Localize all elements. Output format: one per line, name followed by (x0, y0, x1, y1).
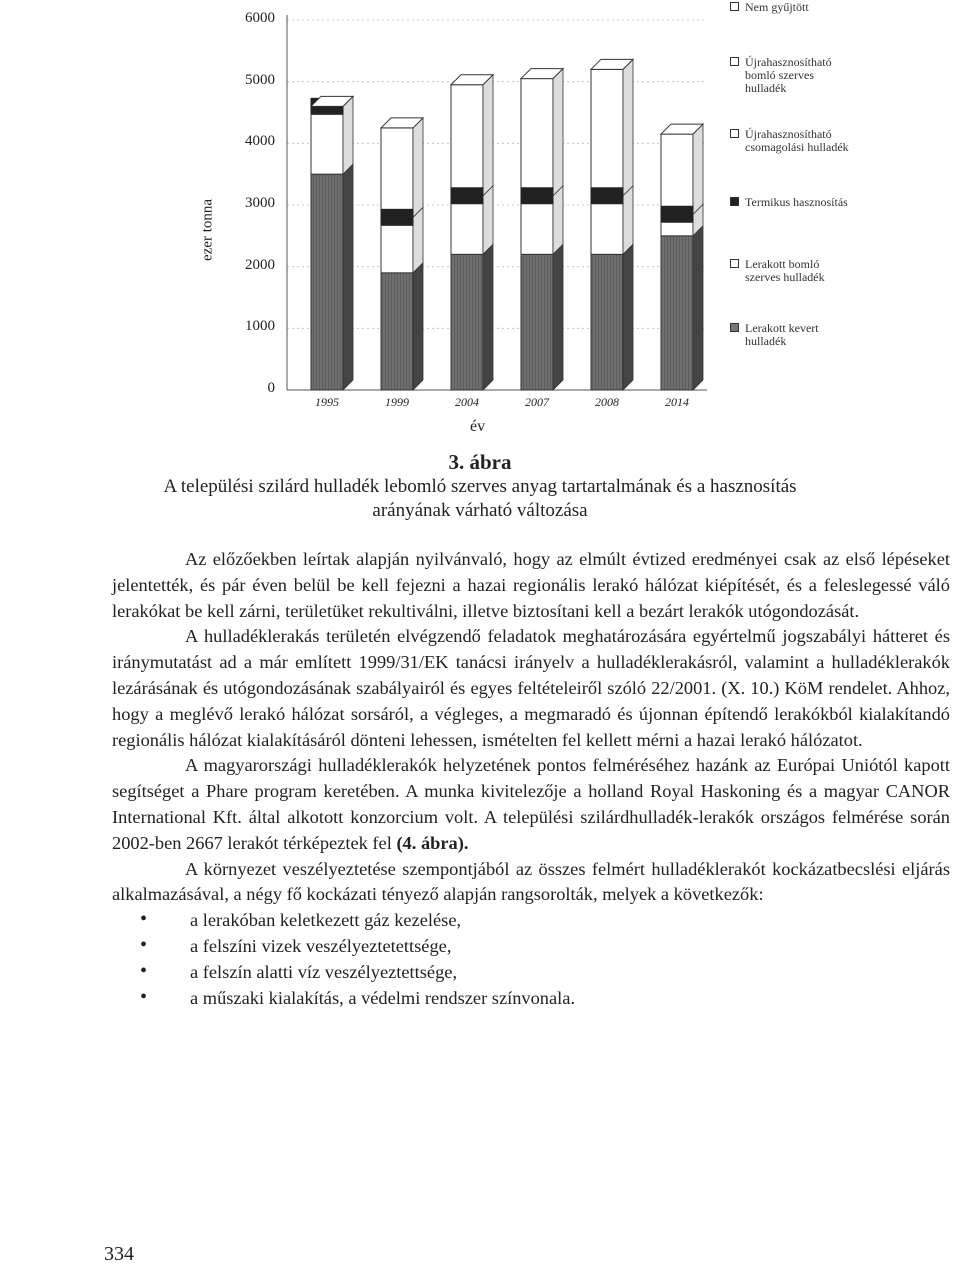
bar-side (483, 244, 493, 390)
chart-plot-area (190, 0, 730, 420)
bar-side (623, 186, 633, 255)
x-tick-label: 2007 (525, 395, 549, 409)
bar-segment (661, 236, 693, 390)
x-axis-label: év (470, 418, 486, 435)
paragraph: Az előzőekben leírtak alapján nyilvánvaló, hogy az elmúlt évtized eredményei csak az első lépéseket jelentették, és pár éven belül be kell fejezni a hazai regionális lerakó hálózat kiépítését, és a feleslegessé váló lerakókat be kell zárni, területüket rekultiválni, illetve biztosítani kell a bezárt lerakók utógondozását. (112, 549, 950, 621)
bar-side (413, 207, 423, 273)
bar-side (343, 96, 353, 174)
bar-side (693, 226, 703, 390)
list-item: • a felszíni vizek veszélyeztetettsége, (112, 934, 950, 960)
bar-side (553, 186, 563, 255)
bar-side (343, 164, 353, 390)
bar-segment (521, 79, 553, 196)
y-tick-label: 4000 (245, 133, 275, 150)
y-axis-label: ezer tonna (199, 198, 216, 262)
legend-item-lerakott-bomlo: Lerakott bomló szerves hulladék (730, 258, 825, 284)
bar-side (553, 69, 563, 196)
bar-segment (451, 254, 483, 390)
bar-segment (591, 196, 623, 255)
body-text (112, 547, 950, 1011)
bar-side (623, 59, 633, 195)
list-item: • a felszín alatti víz veszélyeztettsége, (112, 960, 950, 986)
bar-segment (591, 69, 623, 195)
legend-swatch (730, 129, 739, 138)
bar-segment (381, 128, 413, 217)
bar-segment (311, 106, 343, 174)
page-number: 334 (104, 1243, 134, 1265)
y-tick-label: 2000 (245, 256, 275, 273)
bar-segment (591, 254, 623, 390)
bar-segment (381, 273, 413, 390)
legend-swatch (730, 197, 739, 206)
list-item: • a lerakóban keletkezett gáz kezelése, (112, 908, 950, 934)
bar-band (451, 188, 483, 204)
y-tick-label: 0 (267, 380, 275, 396)
figure-number: 3. ábra (448, 450, 512, 474)
bar-segment (451, 196, 483, 255)
y-tick-label: 3000 (245, 195, 275, 211)
figure-reference: (4. ábra). (396, 832, 469, 853)
legend-swatch (730, 2, 739, 11)
bar-segment (451, 85, 483, 196)
x-tick-label: 2014 (665, 395, 689, 409)
bar-segment (521, 196, 553, 255)
bullet-list (112, 908, 950, 1011)
bar-band (591, 188, 623, 204)
bar-side (693, 124, 703, 214)
stacked-bar-chart (190, 0, 890, 440)
bar-side (413, 118, 423, 217)
legend-item-nem-gyujtott: Nem gyűjtött (730, 1, 809, 14)
legend-swatch (730, 57, 739, 66)
bar-band (521, 188, 553, 204)
bar-segment (521, 254, 553, 390)
bar-side (623, 244, 633, 390)
paragraph: A hulladéklerakás területén elvégzendő feladatok meghatározására egyértelmű jogszabályi hátteret és iránymutatást ad a már említett 1999/31/EK tanácsi irányelv a hulladéklerakásról, valamint a hulladéklerakók lezárásának és utógondozásának szabályairól és egyes feltételeiről szóló 22/2001. (X. 10.) KöM rendelet. Ahhoz, hogy a meglévő lerakó hálózat sorsáról, a végleges, a megmaradó és újonnan építendő lerakókból kialakítandó regionális hálózat kialakításáról dönteni lehessen, ismételten fel kellett mérni a hazai lerakó hálózatot. (112, 626, 950, 750)
y-tick-label: 6000 (245, 10, 275, 26)
legend-item-ujrahasznosithato-bomlo: Újrahasznosítható bomló szerves hulladék (730, 56, 832, 95)
bar-side (553, 244, 563, 390)
bar-side (413, 263, 423, 390)
legend-item-ujrahasznosithato-csomagolasi: Újrahasznosítható csomagolási hulladék (730, 128, 849, 154)
list-item: • a műszaki kialakítás, a védelmi rendszer színvonala. (112, 986, 950, 1012)
bar-segment (311, 174, 343, 390)
legend-item-termikus: Termikus hasznosítás (730, 196, 848, 209)
figure-caption: A települési szilárd hulladék lebomló szerves anyag tartartalmának és a hasznosítás arányának várható változása (163, 476, 797, 521)
y-tick-label: 5000 (245, 71, 275, 88)
x-tick-label: 1995 (315, 395, 339, 409)
bar-side (483, 75, 493, 196)
legend-swatch (730, 259, 739, 268)
paragraph: A magyarországi hulladéklerakók helyzetének pontos felméréséhez hazánk az Európai Uniótól kapott segítséget a Phare program keretében. A munka kivitelezője a holland Royal Haskoning és a magyar CANOR International Kft. által alkotott konzorcium volt. A települési szilárdhulladék-lerakók országos felmérése során 2002-ben 2667 lerakót térképeztek fel (4. ábra). (112, 755, 950, 853)
paragraph: A környezet veszélyeztetése szempontjából az összes felmért hulladéklerakót kockázatbecslési eljárás alkalmazásával, a négy fő kockázati tényező alapján rangsorolták, melyek a következők: (112, 858, 950, 905)
legend-swatch (730, 323, 739, 332)
x-tick-label: 1999 (385, 395, 409, 409)
x-tick-label: 2008 (595, 395, 619, 409)
bar-segment (661, 134, 693, 214)
bar-band (381, 209, 413, 225)
x-tick-label: 2004 (455, 395, 479, 409)
bar-band (661, 206, 693, 222)
bar-side (483, 186, 493, 255)
y-tick-label: 1000 (245, 318, 275, 335)
legend-item-lerakott-kevert: Lerakott kevert hulladék (730, 322, 819, 348)
